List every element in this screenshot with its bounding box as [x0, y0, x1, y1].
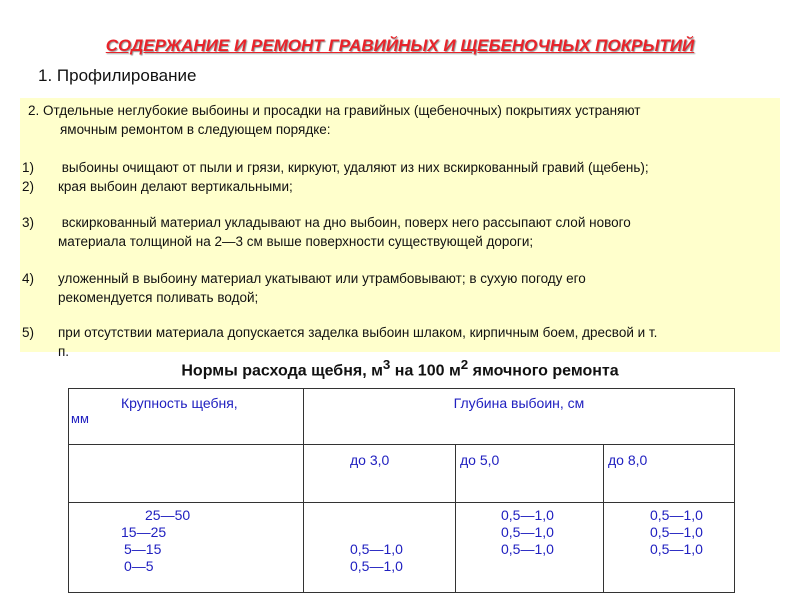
table-title: Нормы расхода щебня, $м^3$ на 100 $м^2$ ямочного ремонта [181, 357, 619, 380]
depth-8: до 8,0 [604, 445, 735, 503]
values-depth-5: 0,5—1,0 0,5—1,0 0,5—1,0 [456, 503, 604, 593]
intro-text-cont: ямочным ремонтом в следующем порядке: [60, 122, 331, 137]
section-heading: 1. Профилирование [38, 66, 197, 85]
depth-5: до 5,0 [456, 445, 604, 503]
intro-text: 2. Отдельные неглубокие выбоины и просадки на гравийных (щебеночных) покрытиях устраняют [28, 103, 641, 118]
values-depth-3: 0,5—1,0 0,5—1,0 [304, 503, 456, 593]
depth-3: до 3,0 [304, 445, 456, 503]
norms-table [68, 388, 735, 593]
sizes-cell: 25—50 15—25 5—15 0—5 [69, 503, 304, 593]
instructions-box: 2. Отдельные неглубокие выбоины и просадки на гравийных (щебеночных) покрытиях устраняют ямочным ремонтом в следующем порядке: 1) выбоины очищают от пыли и грязи, киркуют, удаляют из них вскиркованный гравий (щебень); 2) края выбоин делают вертикальными; 3) вскиркованный материал укладывают на дно выбоин, поверх него рассыпают слой нового материала толщиной на 2—3 см выше поверхности существующей дороги; 4) уложенный в выбоину материал укатывают или утрамбовывают; в сухую погоду его рекомендуется поливать водой; 5) при отсутствии материала допускается заделка выбоин шлаком, кирпичным боем, дресвой и т. п. [20, 98, 780, 352]
values-depth-8: 0,5—1,0 0,5—1,0 0,5—1,0 [604, 503, 735, 593]
header-depth: Глубина выбоин, см [304, 389, 735, 445]
header-size: Крупность щебня, мм [69, 389, 304, 445]
slide-title: СОДЕРЖАНИЕ И РЕМОНТ ГРАВИЙНЫХ И ЩЕБЕНОЧНЫХ ПОКРЫТИЙ [105, 36, 695, 55]
